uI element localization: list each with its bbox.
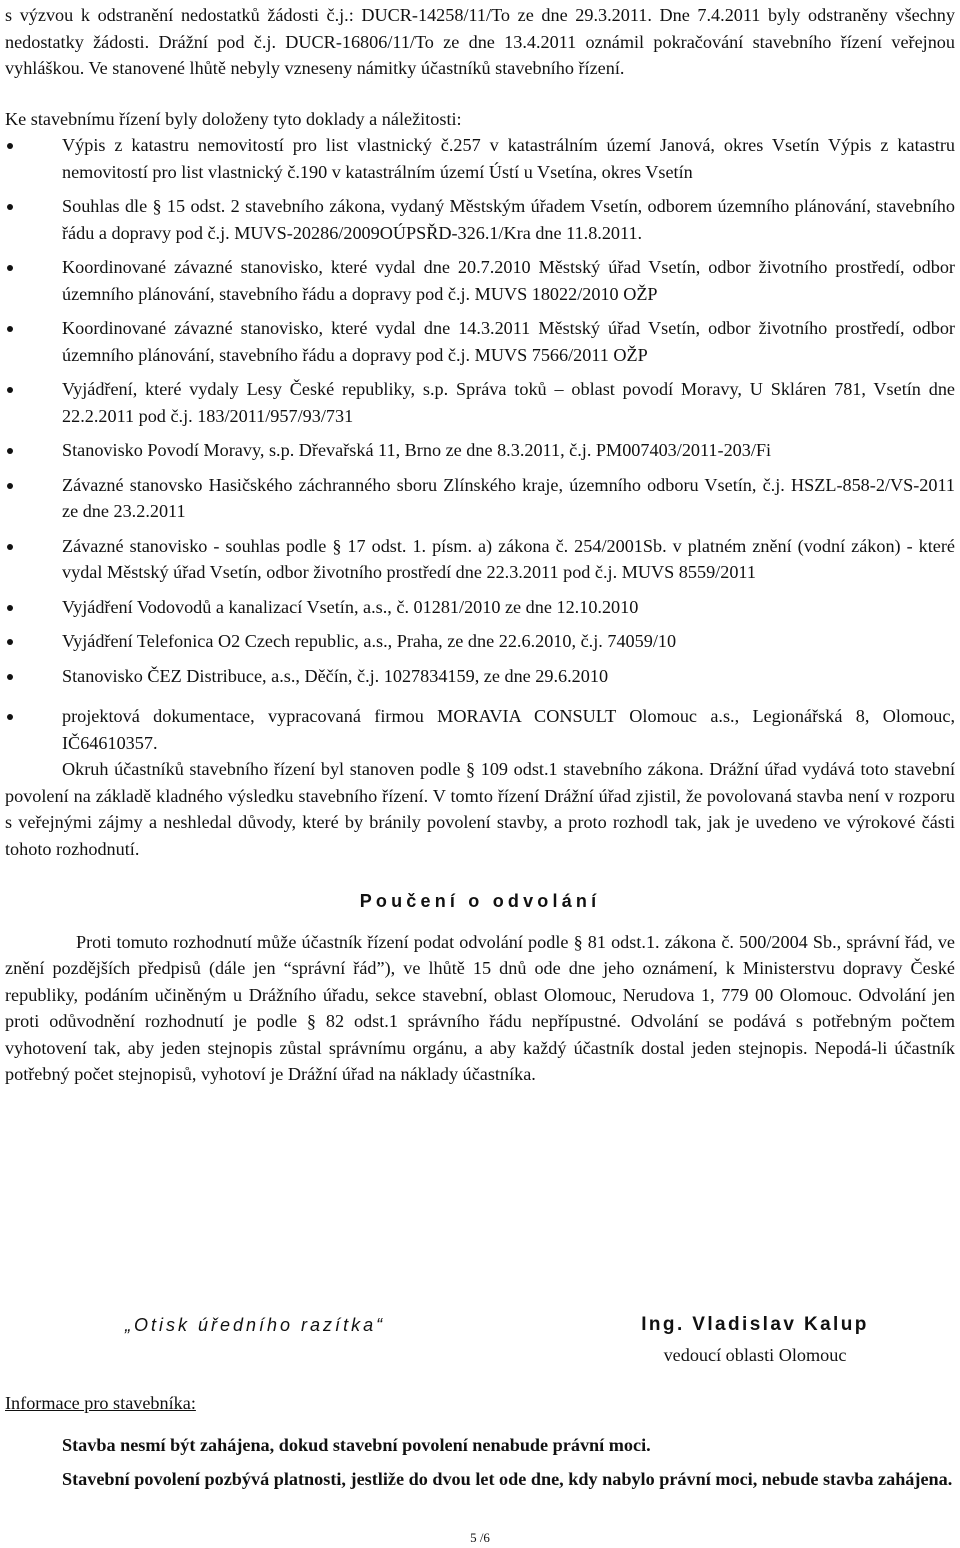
list-item: Stanovisko Povodí Moravy, s.p. Dřevařská 11, Brno ze dne 8.3.2011, č.j. PM007403/2011-203/Fi [5, 437, 955, 464]
page-number: 5 /6 [470, 1530, 490, 1545]
appeal-heading: Poučení o odvolání [359, 891, 601, 911]
list-item: Koordinované závazné stanovisko, které vydal dne 14.3.2011 Městský úřad Vsetín, odbor životního prostředí, odbor územního plánování, stavebního řádu a dopravy pod č.j. MUVS 7566/2011 OŽP [5, 315, 955, 368]
list-item: Stanovisko ČEZ Distribuce, a.s., Děčín, č.j. 1027834159, ze dne 29.6.2010 [5, 663, 955, 690]
document-page [5, 0, 955, 1545]
bullet-icon [7, 483, 13, 489]
bullet-icon [7, 674, 13, 680]
bullet-icon [7, 387, 13, 393]
bullet-icon [7, 265, 13, 271]
bullet-icon [7, 448, 13, 454]
signer-role: vedoucí oblasti Olomouc [663, 1344, 847, 1365]
signer [605, 1312, 905, 1368]
list-item: Vyjádření Vodovodů a kanalizací Vsetín, a.s., č. 01281/2010 ze dne 12.10.2010 [5, 594, 955, 621]
list-item: Vyjádření Telefonica O2 Czech republic, a.s., Praha, ze dne 22.6.2010, č.j. 74059/10 [5, 628, 955, 655]
bullet-icon [7, 639, 13, 645]
stamp-placeholder: „Otisk úředního razítka“ [125, 1315, 386, 1335]
list-item: projektová dokumentace, vypracovaná firmou MORAVIA CONSULT Olomouc a.s., Legionářská 8, Olomouc, IČ64610357. [5, 703, 955, 756]
list-item: Vyjádření, které vydaly Lesy České republiky, s.p. Správa toků – oblast povodí Moravy, U Skláren 781, Vsetín dne 22.2.2011 pod č.j. 183/2011/957/93/731 [5, 376, 955, 429]
bullet-icon [7, 143, 13, 149]
list-item: Výpis z katastru nemovitostí pro list vlastnický č.257 v katastrálním území Janová, okres Vsetín Výpis z katastru nemovitostí pro list vlastnický č.190 v katastrálním území Ústí u Vsetína, okres Vsetín [5, 132, 955, 185]
scope-paragraph: Okruh účastníků stavebního řízení byl stanoven podle § 109 odst.1 stavebního zákona. Drážní úřad vydává toto stavební povolení na základě kladného výsledku stavebního řízení. V tomto řízení Drážní úřad zjistil, že povolovaná stavba není v rozporu s veřejnými zájmy a neshledal důvody, které by bránily povolení stavby, a proto rozhodl tak, jak je uvedeno ve výrokové části tohoto rozhodnutí. [5, 759, 955, 859]
list-item: Souhlas dle § 15 odst. 2 stavebního zákona, vydaný Městským úřadem Vsetín, odborem územního plánování, stavebního řádu a dopravy pod č.j. MUVS-20286/2009OÚPSŘD-326.1/Kra dne 11.8.2011. [5, 193, 955, 246]
list-item: Závazné stanovisko - souhlas podle § 17 odst. 1. písm. a) zákona č. 254/2001Sb. v platném znění (vodní zákon) - které vydal Městský úřad Vsetín, odbor životního prostředí dne 22.3.2011 pod č.j. MUVS 8559/2011 [5, 533, 955, 586]
signer-name: Ing. Vladislav Kalup [641, 1314, 869, 1335]
list-item: Koordinované závazné stanovisko, které vydal dne 20.7.2010 Městský úřad Vsetín, odbor životního prostředí, odbor územního plánování, stavebního řádu a dopravy pod č.j. MUVS 18022/2010 OŽP [5, 254, 955, 307]
info-notice-2: Stavební povolení pozbývá platnosti, jestliže do dvou let ode dne, kdy nabylo právní moci, nebude stavba zahájena. [62, 1469, 953, 1489]
bullet-icon [7, 605, 13, 611]
bullet-icon [7, 326, 13, 332]
info-heading: Informace pro stavebníka: [5, 1393, 196, 1413]
documents-heading: Ke stavebnímu řízení byly doloženy tyto doklady a náležitosti: [5, 108, 462, 129]
intro-paragraph: s výzvou k odstranění nedostatků žádosti č.j.: DUCR-14258/11/To ze dne 29.3.2011. Dne 7.4.2011 byly odstraněny všechny nedostatky žádosti. Drážní pod č.j. DUCR-16806/11/To ze dne 13.4.2011 oznámil pokračování stavebního řízení veřejnou vyhláškou. Ve stanovené lhůtě nebyly vzneseny námitky účastníků stavebního řízení. [5, 5, 955, 78]
info-notice-1: Stavba nesmí být zahájena, dokud stavební povolení nenabude právní moci. [62, 1435, 651, 1455]
bullet-icon [7, 204, 13, 210]
bullet-icon [7, 714, 13, 720]
bullet-icon [7, 544, 13, 550]
documents-list [5, 132, 955, 756]
appeal-paragraph: Proti tomuto rozhodnutí může účastník řízení podat odvolání podle § 81 odst.1. zákona č. 500/2004 Sb., správní řád, ve znění pozdějších předpisů (dále jen “správní řád”), ve lhůtě 15 dnů ode dne jeho oznámení, k Ministerstvu dopravy České republiky, podáním učiněným u Drážního úřadu, sekce stavební, oblast Olomouc, Nerudova 1, 779 00 Olomouc. Odvolání jen proti odůvodnění rozhodnutí je podle § 82 odst.1 správního řádu nepřípustné. Odvolání se podává s potřebným počtem vyhotovení tak, aby jeden stejnopis zůstal správnímu orgánu, a aby každý účastník dostal jeden stejnopis. Nepodá-li účastník potřebný počet stejnopisů, vyhotoví je Drážní úřad na náklady účastníka. [5, 931, 955, 1084]
list-item: Závazné stanovsko Hasičského záchranného sboru Zlínského kraje, územního odboru Vsetín, č.j. HSZL-858-2/VS-2011 ze dne 23.2.2011 [5, 472, 955, 525]
signature-block [5, 1312, 955, 1372]
